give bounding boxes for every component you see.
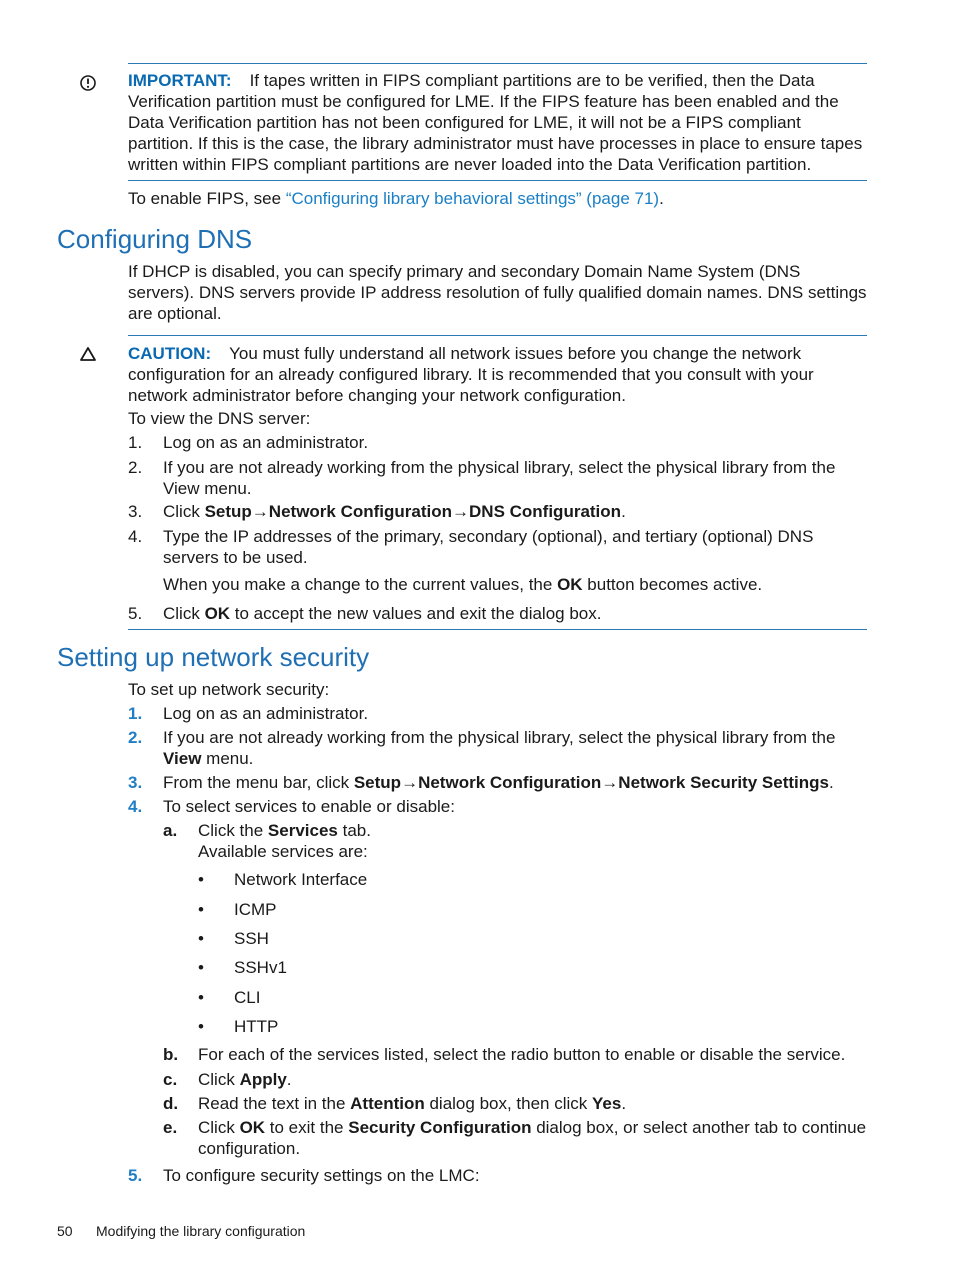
- footer-chapter-title: Modifying the library configuration: [96, 1223, 306, 1239]
- dns-step-number: 5.: [128, 604, 143, 623]
- dns-step-number: 3.: [128, 502, 143, 521]
- dns-step-number: 2.: [128, 458, 143, 477]
- page-number: 50: [57, 1223, 73, 1239]
- dns-intro: If DHCP is disabled, you can specify primary and secondary Domain Name System (DNS servers). DNS servers provide IP address resolution of fully qualified domain names. DNS settings are optional.: [128, 262, 867, 323]
- important-top-rule: [128, 63, 867, 64]
- security-step-number: 2.: [128, 728, 143, 747]
- caution-note: [128, 343, 868, 406]
- caution-label: CAUTION:: [128, 344, 212, 363]
- important-text: If tapes written in FIPS compliant partitions are to be verified, then the Data Verification partition must be configured for LME. If the FIPS feature has been enabled and the Data Verification partition has not been configured for LME, it will not be a FIPS compliant partition. If this is the case, the library administrator must have processes in place to ensure tapes written within FIPS compliant partitions are never loaded into the Data Verification partition.: [128, 71, 863, 174]
- substep-label: e.: [163, 1118, 178, 1137]
- service-item: HTTP: [234, 1017, 279, 1036]
- fips-settings-link[interactable]: “Configuring library behavioral settings” (page 71): [285, 189, 660, 208]
- fips-paragraph: [128, 188, 868, 209]
- bullet-icon: •: [198, 988, 204, 1007]
- important-icon: [79, 74, 97, 92]
- important-label: IMPORTANT:: [128, 71, 232, 90]
- dns-step-text: Click Setup→Network Configuration→DNS Configuration.: [163, 502, 626, 521]
- substep-label: a.: [163, 821, 178, 840]
- security-step-text: From the menu bar, click Setup→Network Configuration→Network Security Settings.: [163, 773, 834, 792]
- substep-text: Click Apply.: [198, 1070, 292, 1089]
- caution-top-rule: [128, 335, 867, 336]
- dns-step-note: When you make a change to the current values, the OK button becomes active.: [163, 575, 763, 594]
- substep-text: Click OK to exit the Security Configuration dialog box, or select another tab to continue configuration.: [198, 1118, 867, 1158]
- security-step-number: 4.: [128, 797, 143, 816]
- security-heading: Setting up network security: [57, 642, 370, 672]
- service-item: CLI: [234, 988, 261, 1007]
- security-step-text: To select services to enable or disable:: [163, 797, 455, 816]
- security-step-number: 3.: [128, 773, 143, 792]
- fips-prefix: To enable FIPS, see: [128, 189, 286, 208]
- substep-text: Read the text in the Attention dialog box, then click Yes.: [198, 1094, 627, 1113]
- dns-step-text: Click OK to accept the new values and exit the dialog box.: [163, 604, 602, 623]
- important-note: [128, 70, 868, 175]
- dns-step-text: If you are not already working from the physical library, select the physical library from the View menu.: [163, 458, 836, 498]
- substep-text: Click the Services tab. Available services are:: [198, 821, 371, 861]
- security-step-text: Log on as an administrator.: [163, 704, 369, 723]
- bullet-icon: •: [198, 870, 204, 889]
- substep-text: For each of the services listed, select the radio button to enable or disable the service.: [198, 1045, 846, 1064]
- service-item: SSH: [234, 929, 269, 948]
- security-step-number: 5.: [128, 1166, 143, 1185]
- caution-bottom-rule: [128, 629, 867, 630]
- dns-step-number: 1.: [128, 433, 143, 452]
- caution-icon: [79, 346, 97, 362]
- service-item: Network Interface: [234, 870, 368, 889]
- bullet-icon: •: [198, 929, 204, 948]
- security-step-number: 1.: [128, 704, 143, 723]
- caution-text: You must fully understand all network issues before you change the network configuration for an already configured library. It is recommended that you consult with your network administrator before changing your network configuration.: [128, 344, 814, 405]
- security-intro: To set up network security:: [128, 680, 330, 699]
- dns-step-text: Log on as an administrator.: [163, 433, 369, 452]
- service-item: ICMP: [234, 900, 277, 919]
- substep-label: c.: [163, 1070, 178, 1089]
- service-item: SSHv1: [234, 958, 287, 977]
- dns-view-intro: To view the DNS server:: [128, 409, 311, 428]
- security-step-text: To configure security settings on the LMC:: [163, 1166, 480, 1185]
- dns-step-text: Type the IP addresses of the primary, secondary (optional), and tertiary (optional) DNS servers to be used.: [163, 527, 814, 567]
- bullet-icon: •: [198, 1017, 204, 1036]
- fips-suffix: .: [659, 189, 664, 208]
- substep-label: d.: [163, 1094, 179, 1113]
- dns-step-number: 4.: [128, 527, 143, 546]
- important-bottom-rule: [128, 180, 867, 181]
- bullet-icon: •: [198, 958, 204, 977]
- bullet-icon: •: [198, 900, 204, 919]
- security-step-text: If you are not already working from the physical library, select the physical library from the View menu.: [163, 728, 836, 768]
- dns-heading: Configuring DNS: [57, 224, 253, 254]
- substep-label: b.: [163, 1045, 179, 1064]
